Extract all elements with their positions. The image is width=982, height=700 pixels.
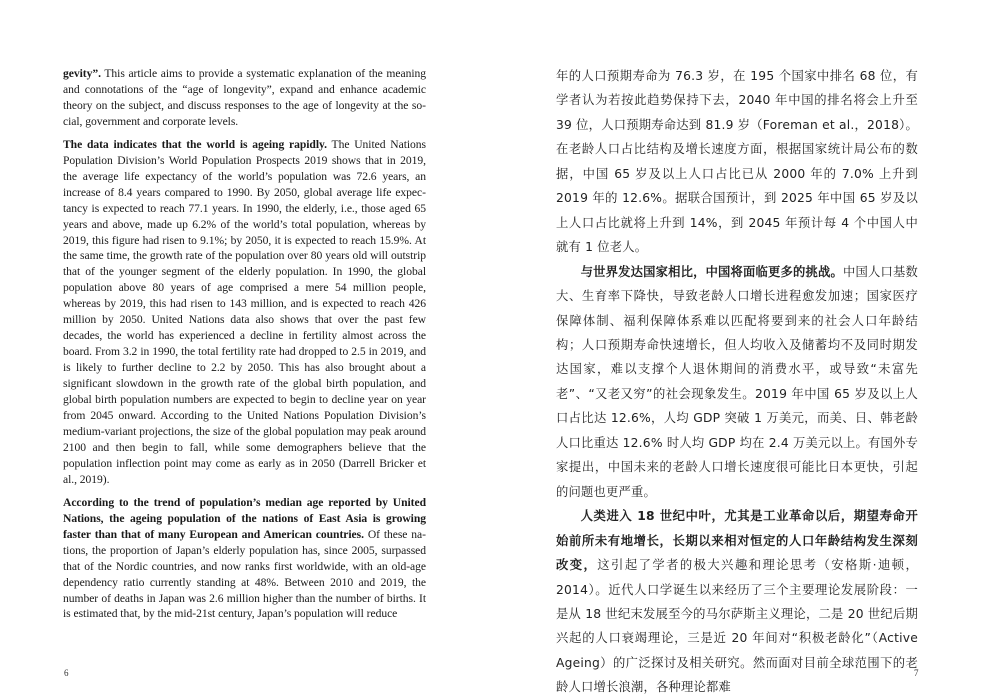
- chinese-text-column: [556, 64, 918, 700]
- left-page: [0, 0, 491, 699]
- page-number: 6: [64, 668, 69, 678]
- page-number: 7: [914, 668, 919, 678]
- paragraph-world-ageing: [63, 137, 426, 488]
- paragraph-body: 年的人口预期寿命为 76.3 岁，在 195 个国家中排名 68 位，有学者认为若按此趋势保持下去，2040 年中国的排名将会上升至 39 位，人口预期寿命达到 81.9 岁（Foreman et al.，2018）。在老龄人口占比结构及增长速度方面，根据国家统计局公布的数据，中国 65 岁及以上人口占比已从 2000 年的 7.0% 上升到 2019 年的 12.6%。据联合国预计，到 2025 年中国 65 岁及以上人口占比就将上升到 14%，到 2045 年预计每 4 个中国人中就有 1 位老人。: [556, 69, 918, 255]
- paragraph-lead-bold: According to the trend of population’s median age reported by United Nations, the ageing population of the nations of East Asia is growing faster than that of many European and American countries.: [63, 495, 426, 541]
- paragraph-china-challenges: [556, 260, 918, 505]
- paragraph-body: Of these nations, the proportion of Japan’s elderly population has, since 2005, surpassed that of the Nordic countries, and now ranks first worldwide, with an old-age dependency ratio currently standing at 48%. Between 2010 and 2019, the number of deaths in Japan was 2.6 million higher than the number of births. It is estimated that, by the mid-21st century, Japan’s population will reduce: [63, 527, 426, 621]
- paragraph-lead-bold: 与世界发达国家相比，中国将面临更多的挑战。: [580, 264, 844, 279]
- paragraph-body: The United Nations Population Division’s World Population Prospects 2019 shows that in 2019, the average life expectancy of the world’s population was 72.6 years, an increase of 8.4 years compared to 1990. By 2050, global average life expectancy is expected to reach 77.1 years. In 1990, the elderly, i.e., those aged 65 years and above, made up 6.2% of the world’s total population, whereas by 2019, this figure had risen to 9.1%; by 2050, it is expected to reach 15.9%. At the same time, the growth rate of the population over 80 years old will outstrip that of the younger segment of the elderly population. In 1990, the global population above 80 years of age comprised a mere 54 million people, whereas by 2019, this had risen to 143 million, and is expected to reach 426 million by 2050. United Nations data also shows that over the past few decades, the world has experienced a decline in fertility almost across the board. From 3.2 in 1990, the total fertility rate had dropped to 2.5 in 2019, and is likely to further decline to 2.2 by 2050. This has also brought about a significant slowdown in the growth rate of the global birth population, and global birth population numbers are expected to begin to decline year on year from 2045 onward. According to the United Nations Population Division’s medium-variant projections, the size of the global population may peak around 2100 and then begin to fall, while some demographers believe that the population inflection point may come as early as in 2050 (Darrell Bricker et al., 2019).: [63, 137, 427, 486]
- paragraph-body: 这引起了学者的极大兴趣和理论思考（安格斯·迪顿，2014）。近代人口学诞生以来经历了三个主要理论发展阶段：一是从 18 世纪末发展至今的马尔萨斯主义理论，二是 20 世纪后期兴起的人口衰竭理论，三是近 20 年间对“积极老龄化”（Active Ageing）的广泛探讨及相关研究。然而面对目前全球范围下的老龄人口增长浪潮，各种理论都难: [556, 558, 918, 695]
- paragraph-china-life-expectancy: [556, 64, 918, 260]
- paragraph-body: 中国人口基数大、生育率下降快，导致老龄人口增长进程愈发加速；国家医疗保障体制、福利保障体系难以匹配将要到来的社会人口年龄结构；人口预期寿命快速增长，但人均收入及储蓄均不及同时期发达国家，难以支撑个人退休期间的消费水平，或导致“未富先老”、“又老又穷”的社会现象发生。2019 年中国 65 岁及以上人口占比达 12.6%，人均 GDP 突破 1 万美元，而美、日、韩老龄人口比重达 12.6% 时人均 GDP 均在 2.4 万美元以上。有国外专家提出，中国未来的老龄人口增长速度很可能比日本更快，引起的问题也更严重。: [556, 264, 919, 499]
- paragraph-intro-conclusion: [63, 66, 426, 130]
- paragraph-body: This article aims to provide a systematic explanation of the meaning and connotations of the “age of longevity”, expand and enhance academic theory on the subject, and discuss responses to the age of longevity at the social, government and corporate levels.: [63, 67, 426, 128]
- paragraph-east-asia: [63, 495, 426, 623]
- paragraph-lead-bold: The data indicates that the world is ageing rapidly.: [63, 137, 327, 151]
- right-page: [491, 0, 982, 699]
- paragraph-demographic-theory: [556, 504, 918, 700]
- paragraph-lead-bold: gevity”.: [63, 67, 101, 80]
- paragraph-lead-bold: 人类进入 18 世纪中叶，尤其是工业革命以后，期望寿命开始前所未有地增长，长期以来相对恒定的人口年龄结构发生深刻改变，: [556, 509, 918, 573]
- english-text-column: [63, 66, 426, 629]
